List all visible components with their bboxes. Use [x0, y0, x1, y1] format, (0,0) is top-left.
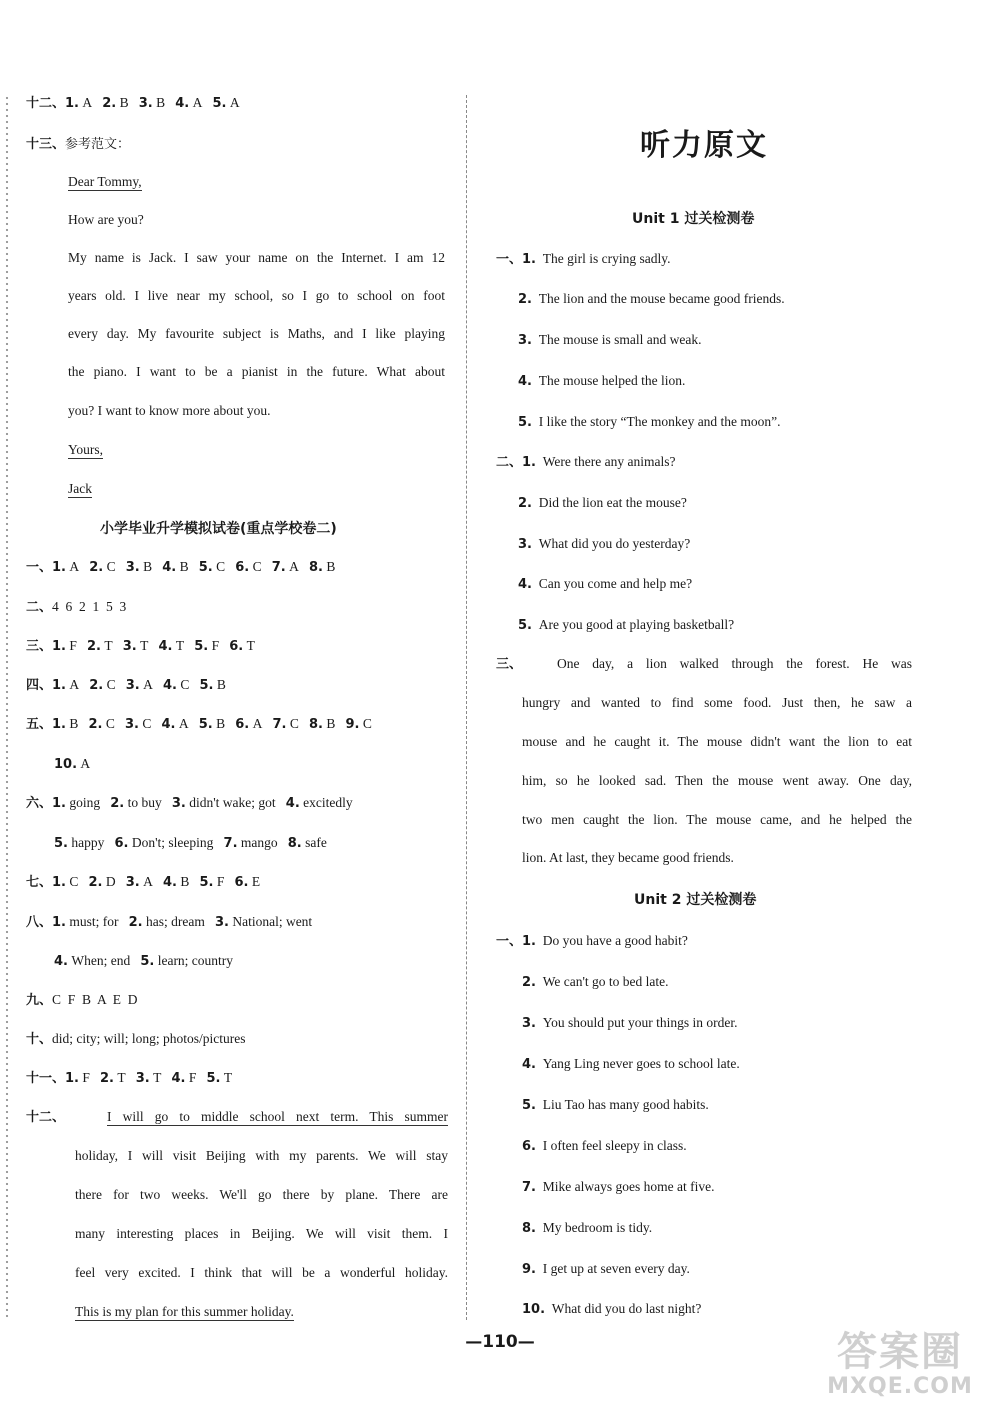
item-answer: C: [212, 559, 226, 574]
answer-row: 二、4 6 2 1 5 3: [26, 599, 127, 615]
item-answer: A: [285, 559, 299, 574]
item-answer: C: [102, 716, 115, 731]
essay-line: many interesting places in Beijing. We will visit them. I: [75, 1226, 448, 1241]
item-answer: F: [213, 874, 225, 889]
transcript-line: two men caught the lion. The mouse came, and he helped the: [522, 812, 912, 827]
letter-line: every day. My favourite subject is Maths, and I like playing: [68, 326, 445, 341]
transcript-row: 8. My bedroom is tidy.: [522, 1220, 653, 1236]
item-answer: T: [172, 638, 185, 653]
item-answer: B: [322, 716, 336, 731]
transcript-row: 2. Did the lion eat the mouse?: [518, 495, 687, 511]
item-number: 3.: [171, 796, 186, 811]
item-answer: E: [248, 874, 261, 889]
item-number: 10.: [54, 757, 78, 772]
item-number: 2.: [87, 639, 101, 654]
item-number: 4.: [175, 96, 190, 111]
item-number: 6.: [234, 875, 249, 890]
section-label: 十三、: [26, 137, 66, 152]
item-answer: F: [79, 1070, 90, 1085]
transcript-row: 5. I like the story “The monkey and the moon”.: [518, 414, 781, 430]
answer-row-cont: [54, 951, 233, 971]
letter-signature: Jack: [68, 481, 92, 496]
item-number: 7.: [223, 836, 238, 851]
letter-line: years old. I live near my school, so I go to school on foot: [68, 288, 445, 303]
answer-row: 九、C F B A E D: [26, 992, 138, 1008]
letter-line: How are you?: [68, 212, 144, 227]
item-answer: A: [189, 95, 203, 110]
item-number: 6.: [114, 836, 129, 851]
item-answer: C: [249, 559, 262, 574]
item-number: 3.: [138, 96, 153, 111]
item-number: 3.: [125, 717, 139, 732]
item-number: 4.: [162, 875, 177, 890]
page-title: 听力原文: [640, 128, 768, 163]
item-answer: excitedly: [299, 795, 353, 810]
transcript-row: 10. What did you do last night?: [522, 1301, 702, 1317]
item-number: 2.: [110, 796, 125, 811]
item-answer: T: [114, 1070, 126, 1085]
item-number: 5.: [199, 678, 214, 693]
answer-row: 五、1. B 2. C 3. C 4. A 5. B 6. A 7. C 8. B 9. C: [26, 716, 372, 732]
item-number: 1.: [52, 796, 66, 811]
item-number: 4.: [162, 678, 177, 693]
item-number: 7.: [272, 717, 287, 732]
transcript-row: 6. I often feel sleepy in class.: [522, 1138, 687, 1154]
item-answer: B: [152, 95, 166, 110]
answer-row-cont: [54, 833, 327, 853]
item-number: 9.: [345, 717, 360, 732]
item-answer: mango: [237, 835, 278, 850]
item-answer: happy: [67, 835, 105, 850]
item-number: 5.: [198, 717, 213, 732]
answer-row: 十、did; city; will; long; photos/pictures: [26, 1031, 246, 1047]
essay-line: holiday, I will visit Beijing with my parents. We will stay: [75, 1148, 448, 1163]
item-number: 1.: [65, 96, 79, 111]
answer-row: 七、1. C 2. D 3. A 4. B 5. F 6. E: [26, 874, 261, 890]
transcript-label: 三、: [496, 657, 523, 672]
letter-line: you? I want to know more about you.: [68, 403, 271, 418]
answer-row: 十一、1. F 2. T 3. T 4. F 5. T: [26, 1070, 233, 1086]
left-page-border: [4, 95, 10, 1320]
transcript-row: 5. Liu Tao has many good habits.: [522, 1097, 709, 1113]
answer-row-13: [26, 134, 130, 154]
item-answer: B: [116, 95, 129, 110]
item-answer: C: [359, 716, 372, 731]
page-number: —110—: [465, 1332, 535, 1352]
transcript-line: him, so he looked sad. Then the mouse went away. One day,: [522, 773, 912, 788]
item-number: 3.: [122, 639, 137, 654]
item-answer: B: [176, 874, 190, 889]
transcript-row: 4. Yang Ling never goes to school late.: [522, 1056, 740, 1072]
item-answer: safe: [301, 835, 327, 850]
item-number: 5.: [194, 639, 209, 654]
letter-line: the piano. I want to be a pianist in the future. What about: [68, 364, 445, 379]
item-answer: A: [66, 559, 80, 574]
item-number: 3.: [135, 1071, 150, 1086]
item-number: 2.: [102, 96, 117, 111]
transcript-row: 3. The mouse is small and weak.: [518, 332, 702, 348]
item-number: 1.: [65, 1071, 79, 1086]
essay-line: feel very excited. I think that will be a wonderful holiday.: [75, 1265, 448, 1280]
answer-row: 一、1. A 2. C 3. B 4. B 5. C 6. C 7. A 8. B: [26, 559, 336, 575]
item-answer: A: [79, 95, 93, 110]
item-number: 1.: [52, 560, 66, 575]
item-answer: B: [322, 559, 336, 574]
item-number: 5.: [198, 560, 213, 575]
item-answer: Don't; sleeping: [128, 835, 214, 850]
transcript-row: 一、1. Do you have a good habit?: [496, 933, 688, 949]
transcript-row: 一、1. The girl is crying sadly.: [496, 251, 671, 267]
unit2-title: Unit 2 过关检测卷: [634, 892, 757, 908]
transcript-line: One day, a lion walked through the forest. He was: [557, 656, 912, 671]
item-answer: A: [139, 874, 153, 889]
item-answer: must; for: [66, 914, 119, 929]
item-number: 8.: [308, 560, 323, 575]
transcript-row: 4. Can you come and help me?: [518, 576, 693, 592]
item-answer: F: [66, 638, 77, 653]
item-number: 6.: [235, 717, 250, 732]
letter-closing: Yours,: [68, 442, 104, 457]
item-number: 8.: [287, 836, 302, 851]
watermark-logo: 答案圈 MXQE.COM: [827, 1329, 973, 1399]
item-answer: B: [213, 677, 226, 692]
item-answer: A: [226, 95, 240, 110]
item-answer: T: [220, 1070, 233, 1085]
item-answer: B: [66, 716, 79, 731]
item-answer: B: [212, 716, 226, 731]
item-answer: B: [139, 559, 153, 574]
item-number: 1.: [52, 717, 66, 732]
item-answer: F: [208, 638, 220, 653]
item-number: 2.: [89, 560, 104, 575]
transcript-row: 9. I get up at seven every day.: [522, 1261, 690, 1277]
answer-row: 六、1. going 2. to buy 3. didn't wake; got 4. excitedly: [26, 795, 353, 811]
item-number: 7.: [271, 560, 286, 575]
item-answer: T: [136, 638, 149, 653]
item-answer: A: [139, 677, 153, 692]
transcript-line: hungry and wanted to find some food. Just then, he saw a: [522, 695, 912, 710]
transcript-row: 7. Mike always goes home at five.: [522, 1179, 715, 1195]
letter-greeting: Dear Tommy,: [68, 174, 142, 189]
item-answer: A: [175, 716, 189, 731]
item-answer: A: [66, 677, 80, 692]
transcript-row: 4. The mouse helped the lion.: [518, 373, 686, 389]
item-answer: C: [176, 677, 190, 692]
item-number: 6.: [235, 560, 250, 575]
item-number: 3.: [125, 678, 140, 693]
answer-row-12: [26, 93, 240, 113]
sample-essay-title: 参考范文：: [65, 137, 131, 152]
letter-line: My name is Jack. I saw your name on the Internet. I am 12: [68, 250, 445, 265]
item-number: 1.: [52, 875, 66, 890]
item-number: 4.: [54, 954, 68, 969]
item-answer: to buy: [124, 795, 162, 810]
item-answer: A: [249, 716, 263, 731]
item-answer: T: [149, 1070, 162, 1085]
item-number: 1.: [52, 678, 66, 693]
item-answer: T: [101, 638, 113, 653]
item-number: 5.: [212, 96, 227, 111]
item-number: 5.: [54, 836, 68, 851]
answer-row-cont: [54, 754, 90, 774]
item-answer: C: [66, 874, 79, 889]
answer-row: 三、1. F 2. T 3. T 4. T 5. F 6. T: [26, 638, 255, 654]
item-number: 1.: [52, 915, 66, 930]
essay-line: This is my plan for this summer holiday.: [75, 1304, 294, 1319]
item-number: 4.: [161, 717, 176, 732]
item-number: 2.: [128, 915, 143, 930]
item-number: 3.: [125, 560, 140, 575]
transcript-row: 二、1. Were there any animals?: [496, 454, 676, 470]
item-number: 4.: [285, 796, 300, 811]
item-answer: C: [103, 559, 116, 574]
column-divider: [466, 95, 467, 1320]
item-answer: C: [286, 716, 299, 731]
item-answer: C: [103, 677, 116, 692]
item-number: 2.: [100, 1071, 114, 1086]
transcript-row: 3. What did you do yesterday?: [518, 536, 691, 552]
item-answer: learn; country: [154, 953, 234, 968]
item-answer: B: [176, 559, 189, 574]
item-number: 5.: [140, 954, 155, 969]
item-number: 4.: [171, 1071, 186, 1086]
item-answer: A: [77, 756, 91, 771]
item-answer: C: [139, 716, 152, 731]
item-number: 2.: [88, 717, 103, 732]
label-12: 十二、: [26, 1110, 66, 1125]
item-number: 2.: [88, 875, 103, 890]
item-answer: When; end: [67, 953, 131, 968]
item-number: 4.: [158, 639, 173, 654]
transcript-row: 3. You should put your things in order.: [522, 1015, 738, 1031]
item-number: 2.: [89, 678, 104, 693]
item-answer: National; went: [228, 914, 313, 929]
item-answer: has; dream: [142, 914, 205, 929]
item-number: 8.: [308, 717, 323, 732]
transcript-row: 5. Are you good at playing basketball?: [518, 617, 735, 633]
item-answer: T: [243, 638, 255, 653]
item-answer: D: [102, 874, 116, 889]
unit1-title: Unit 1 过关检测卷: [632, 211, 755, 227]
transcript-row: 2. The lion and the mouse became good friends.: [518, 291, 785, 307]
section-title: 小学毕业升学模拟试卷(重点学校卷二): [100, 521, 337, 537]
essay-line: I will go to middle school next term. This summer: [107, 1109, 448, 1124]
item-answer: didn't wake; got: [185, 795, 276, 810]
item-number: 1.: [52, 639, 66, 654]
item-number: 3.: [125, 875, 140, 890]
transcript-line: mouse and he caught it. The mouse didn't want the lion to eat: [522, 734, 912, 749]
transcript-line: lion. At last, they became good friends.: [522, 850, 734, 865]
transcript-row: 2. We can't go to bed late.: [522, 974, 669, 990]
section-label: 十二、: [26, 96, 66, 111]
item-answer: going: [66, 795, 101, 810]
item-number: 5.: [199, 875, 214, 890]
item-number: 4.: [162, 560, 177, 575]
answer-row: 八、1. must; for 2. has; dream 3. National; went: [26, 914, 313, 930]
item-number: 5.: [206, 1071, 221, 1086]
item-answer: F: [185, 1070, 197, 1085]
item-number: 6.: [229, 639, 244, 654]
essay-line: there for two weeks. We'll go there by plane. There are: [75, 1187, 448, 1202]
answer-row: 四、1. A 2. C 3. A 4. C 5. B: [26, 677, 226, 693]
item-number: 3.: [214, 915, 229, 930]
